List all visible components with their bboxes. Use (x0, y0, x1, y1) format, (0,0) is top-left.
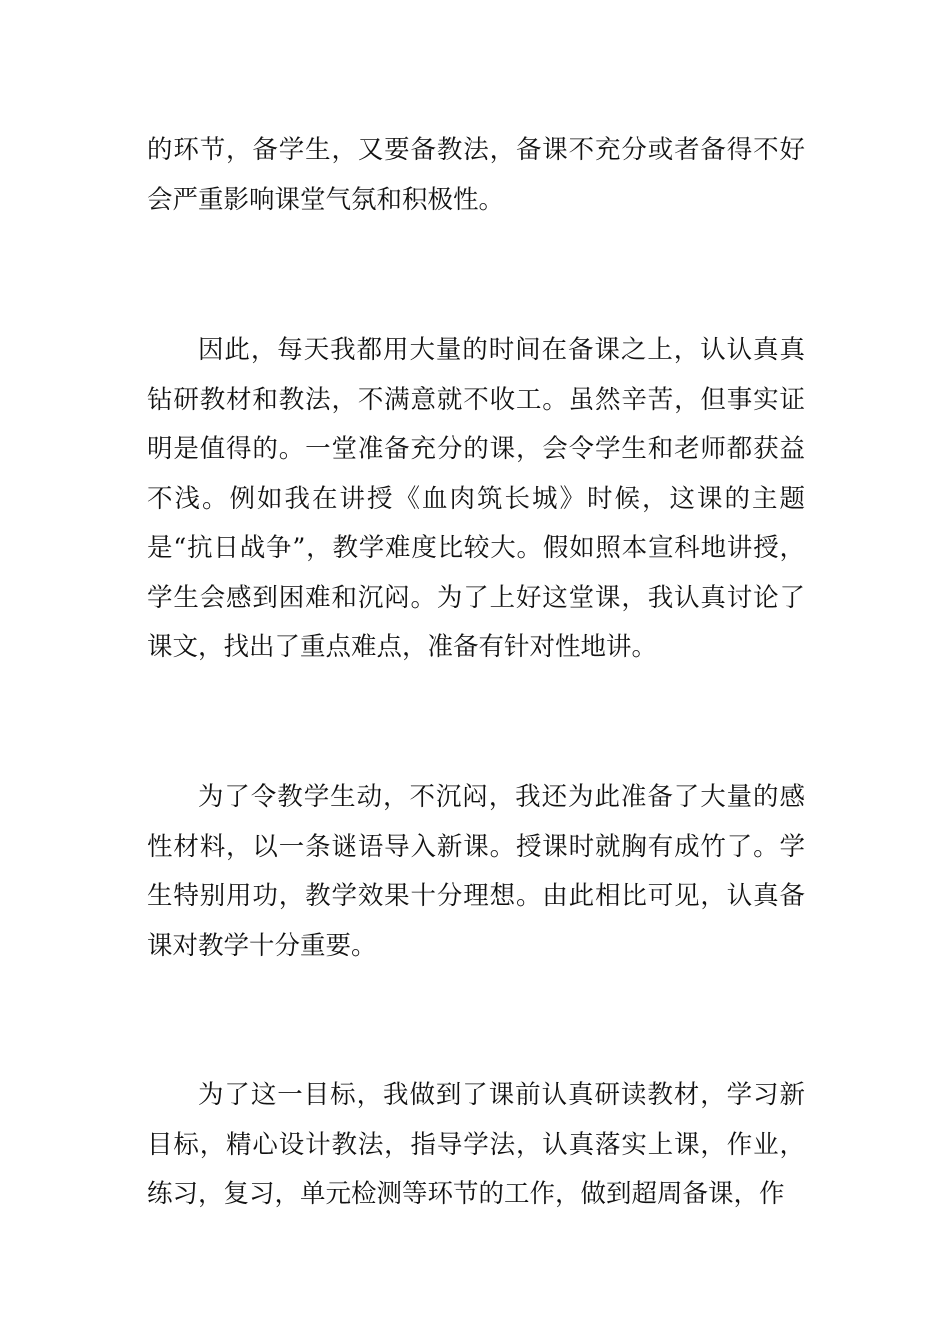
paragraph-2: 因此，每天我都用大量的时间在备课之上，认认真真钻研教材和教法，不满意就不收工。虽然辛苦，但事实证明是值得的。一堂准备充分的课，会令学生和老师都获益不浅。例如我在讲授《血肉筑长城》时候，这课的主题是“抗日战争”，教学难度比较大。假如照本宣科地讲授，学生会感到困难和沉闷。为了上好这堂课，我认真讨论了课文，找出了重点难点，准备有针对性地讲。 (147, 335, 805, 662)
paragraph-4: 为了这一目标，我做到了课前认真研读教材，学习新目标，精心设计教法，指导学法，认真落实上课，作业，练习，复习，单元检测等环节的工作，做到超周备课，作 (147, 1080, 805, 1209)
paragraph-3: 为了令教学生动，不沉闷，我还为此准备了大量的感性材料，以一条谜语导入新课。授课时就胸有成竹了。学生特别用功，教学效果十分理想。由此相比可见，认真备课对教学十分重要。 (147, 782, 805, 961)
paragraph-1: 的环节，备学生，又要备教法，备课不充分或者备得不好会严重影响课堂气氛和积极性。 (147, 135, 805, 215)
